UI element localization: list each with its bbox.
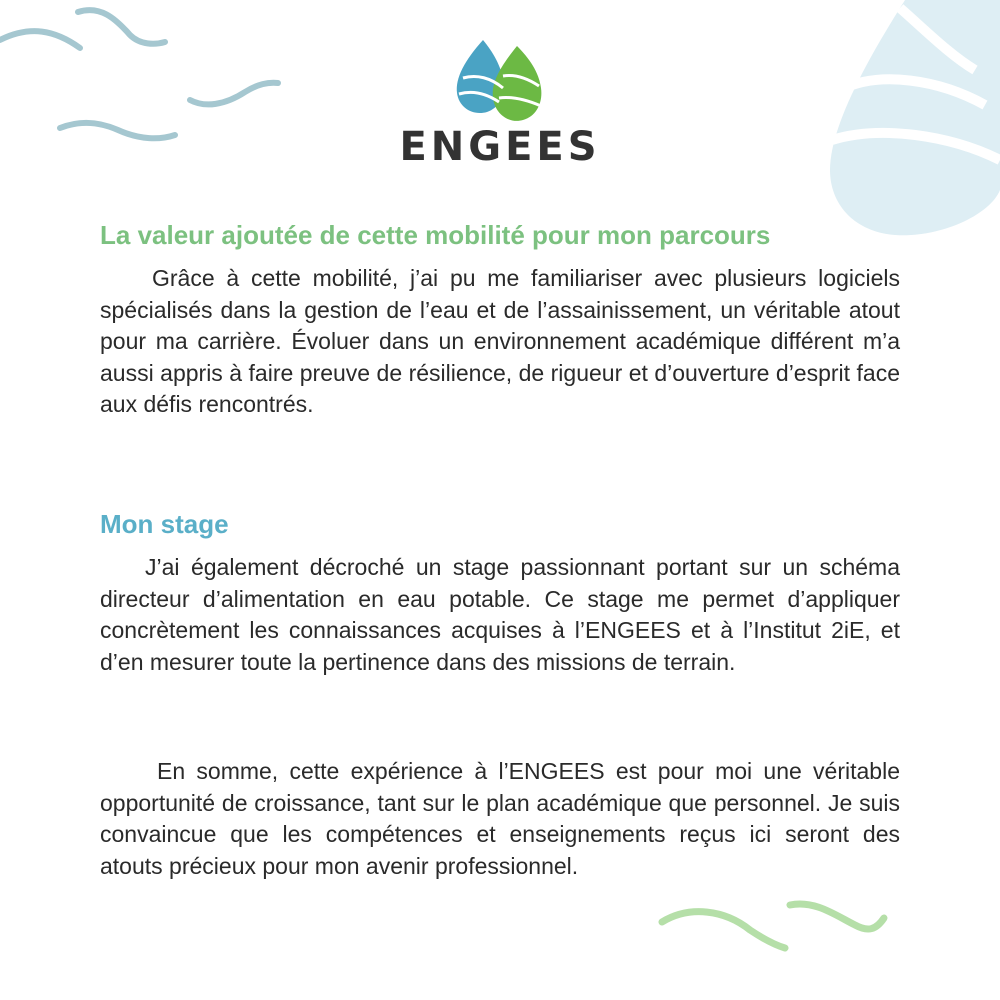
engees-logo-icon xyxy=(455,38,545,124)
wave-decoration-bottom-right xyxy=(662,904,884,948)
section-heading-value-added: La valeur ajoutée de cette mobilité pour mon parcours xyxy=(100,220,771,250)
wave-decoration-top-left xyxy=(0,10,278,138)
water-drop-decoration xyxy=(830,0,1000,235)
conclusion-paragraph: En somme, cette expérience à l’ENGEES est pour moi une véritable opportunité de croissance, tant sur le plan académique que personnel. Je suis convaincue que les compétences et enseignements reçus ici seront des atouts précieux pour mon avenir professionnel. xyxy=(100,758,900,879)
brand-name: ENGEES xyxy=(399,124,601,170)
section-heading-internship: Mon stage xyxy=(100,509,229,539)
section-paragraph-internship: J’ai également décroché un stage passionnant portant sur un schéma directeur d’alimentation en eau potable. Ce stage me permet d’appliquer concrètement les connaissances acquises à l’ENGEES et à l’Institut 2iE, et d’en mesurer toute la pertinence dans des missions de terrain. xyxy=(100,554,900,675)
section-paragraph-value-added: Grâce à cette mobilité, j’ai pu me familiariser avec plusieurs logiciels spécialisés dans la gestion de l’eau et de l’assainissement, un véritable atout pour ma carrière. Évoluer dans un environnement académique différent m’a aussi appris à faire preuve de résilience, de rigueur et d’ouverture d’esprit face aux défis rencontrés. xyxy=(100,265,900,417)
